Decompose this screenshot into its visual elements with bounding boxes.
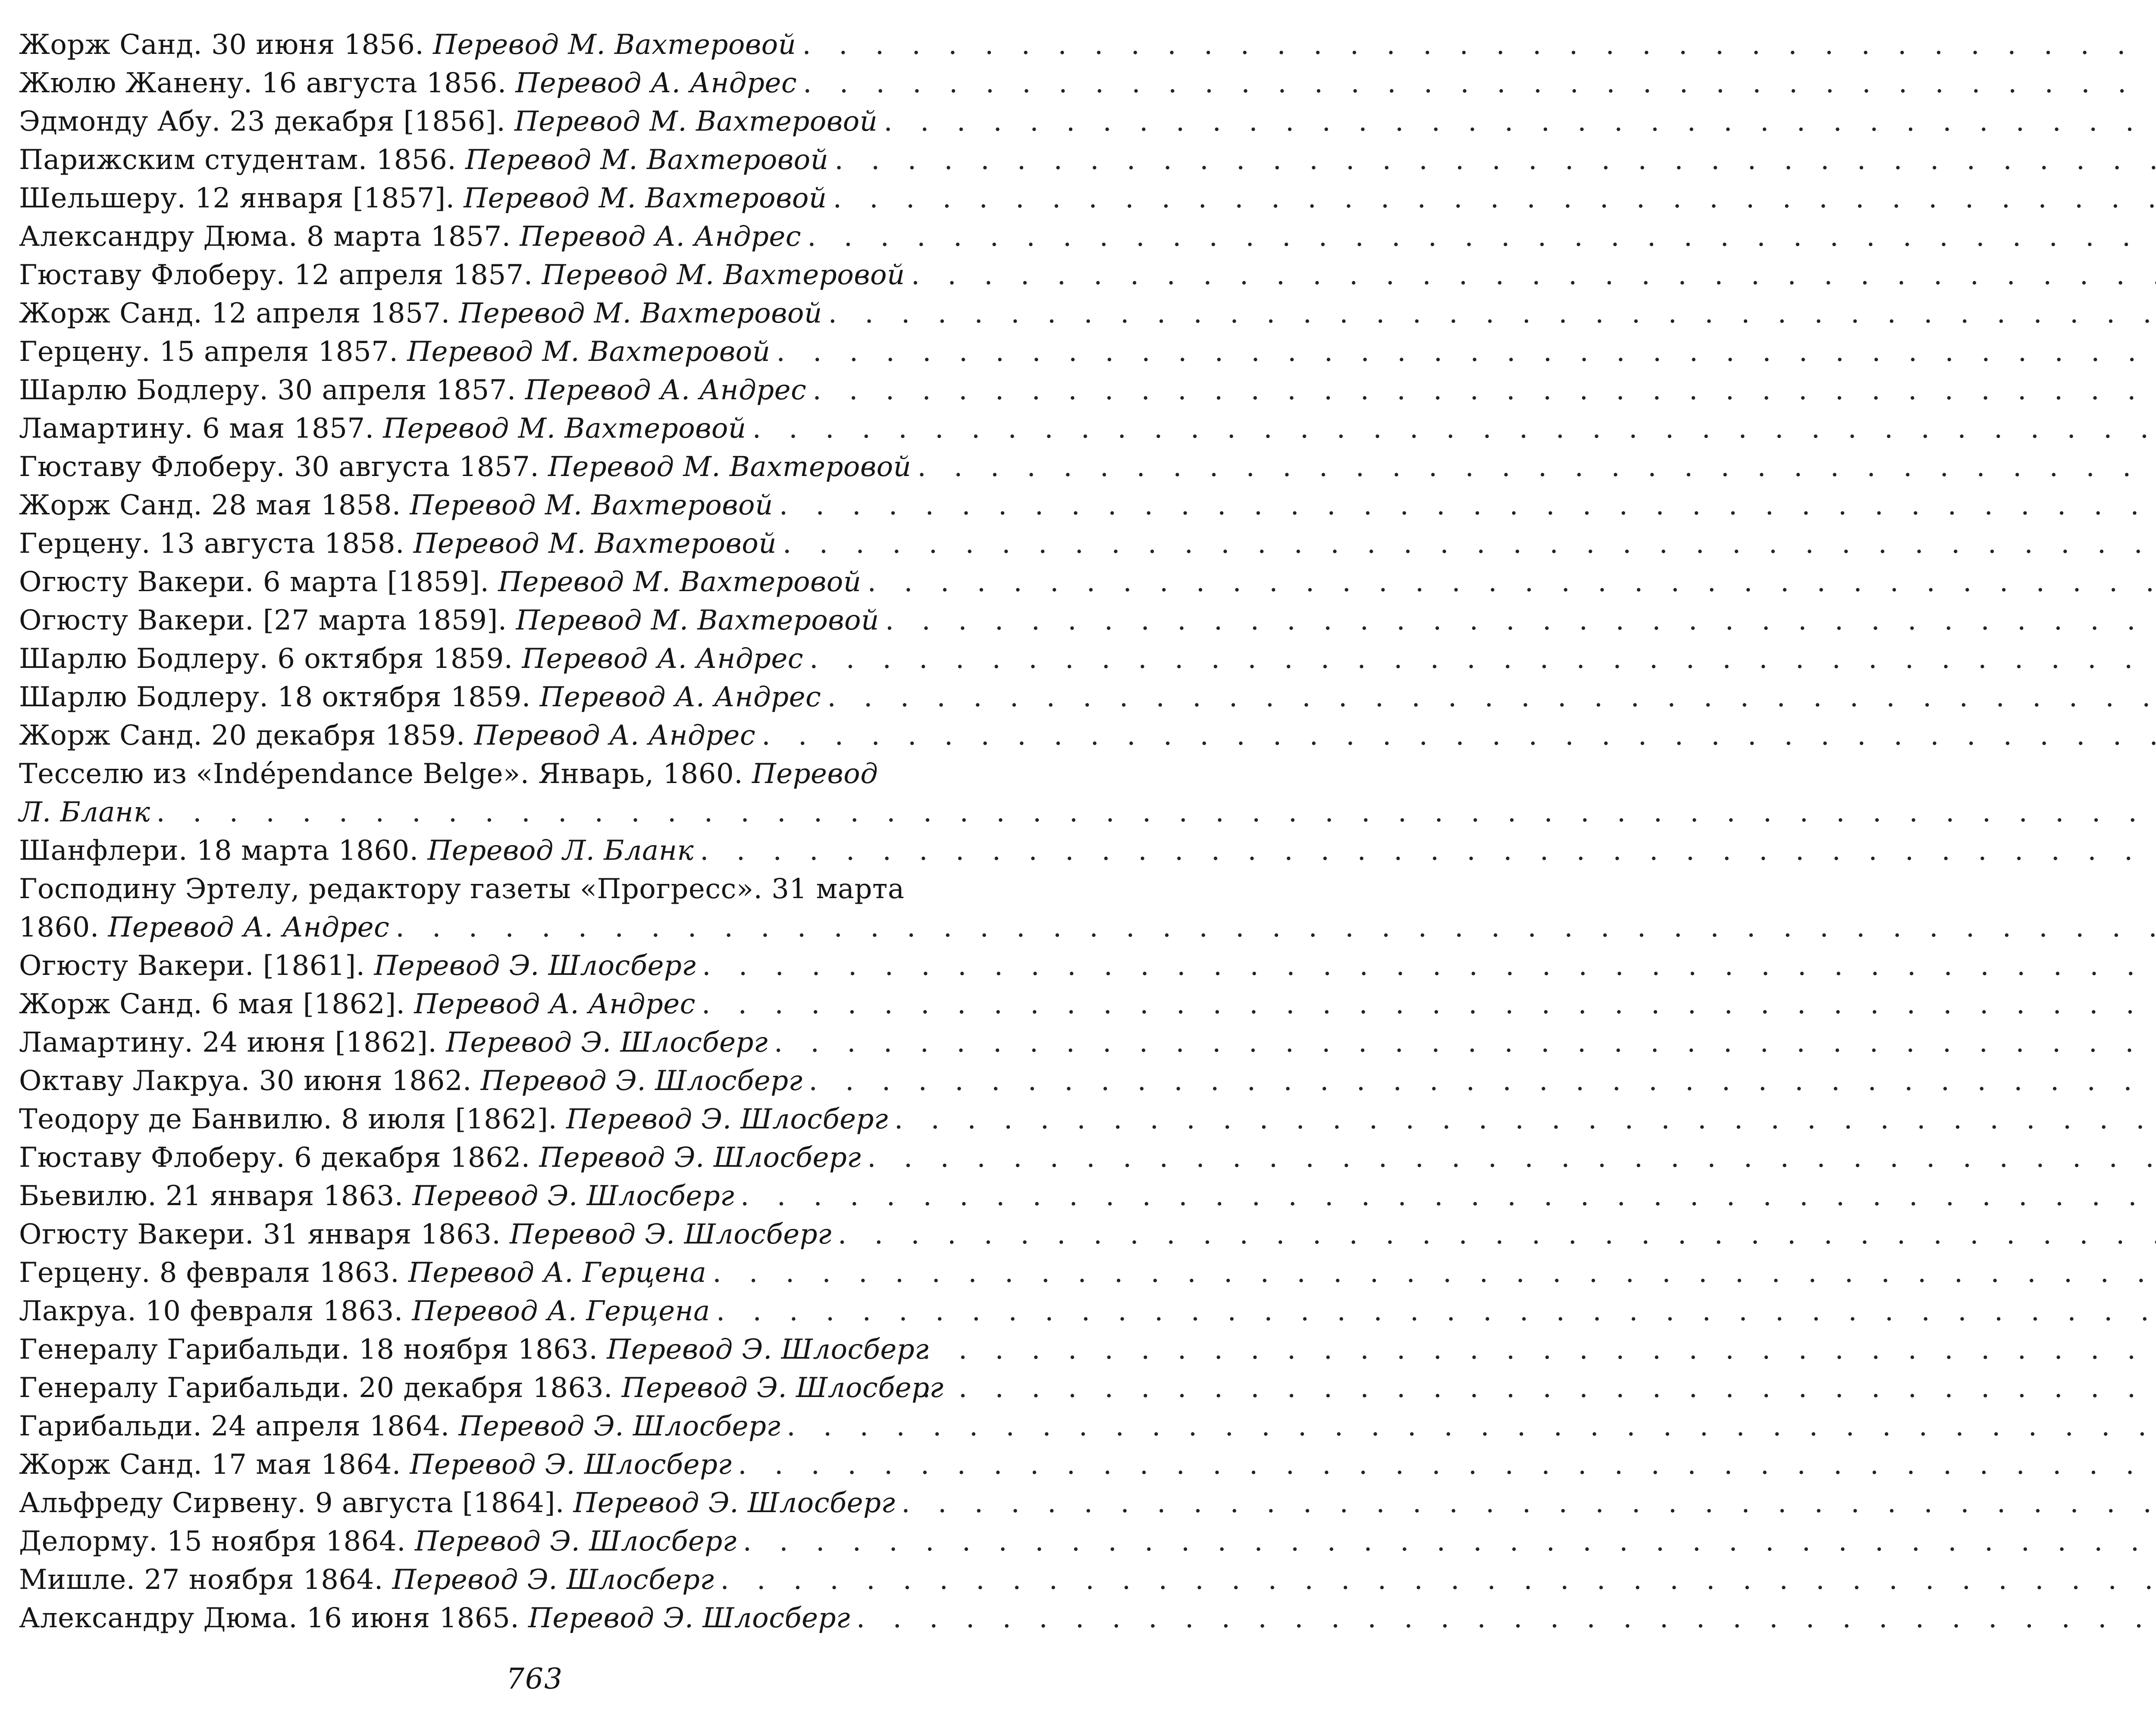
entry-translator: Перевод М. Вахтеровой <box>407 336 771 368</box>
leader-dots <box>833 179 2156 218</box>
toc-entry <box>19 678 1045 717</box>
leader-dots <box>901 1484 2156 1522</box>
toc-entry <box>19 1139 1045 1177</box>
entry-translator: Перевод Э. Шлосберг <box>412 1180 735 1212</box>
entry-translator: Перевод Э. Шлосберг <box>607 1334 929 1366</box>
leader-dots <box>761 717 2156 755</box>
entry-translator: Перевод М. Вахтеровой <box>548 451 912 483</box>
toc-entry <box>19 256 1045 294</box>
entry-addressee: Мишле. 27 ноября 1864. <box>19 1564 383 1596</box>
toc-entry <box>19 141 1045 179</box>
entry-translator: Перевод Э. Шлосберг <box>446 1027 768 1059</box>
leader-dots <box>868 563 2156 601</box>
leader-dots <box>807 218 2156 256</box>
toc-entry <box>19 218 1045 256</box>
leader-dots <box>712 1254 2156 1292</box>
entry-translator: Перевод М. Вахтеровой <box>516 605 879 636</box>
entry-translator: Перевод М. Вахтеровой <box>383 413 746 445</box>
entry-translator: Перевод Э. Шлосберг <box>539 1142 862 1174</box>
entry-translator: Перевод М. Вахтеровой <box>459 298 822 329</box>
leader-dots <box>743 1522 2156 1561</box>
toc-entry <box>19 563 1045 601</box>
entry-translator: Перевод М. Вахтеровой <box>464 182 827 214</box>
leader-dots <box>812 371 2156 410</box>
entry-translator: Перевод М. Вахтеровой <box>413 528 777 560</box>
leader-dots <box>911 256 2156 294</box>
leader-dots <box>803 64 2156 103</box>
document-page <box>0 0 1069 1726</box>
entry-translator: Перевод А. Герцена <box>408 1257 707 1289</box>
entry-addressee: Шанфлери. 18 марта 1860. <box>19 835 419 867</box>
entry-addressee: Октаву Лакруа. 30 июня 1862. <box>19 1065 472 1097</box>
entry-translator: Перевод М. Вахтеровой <box>498 566 862 598</box>
entry-translator: Перевод Э. Шлосберг <box>480 1065 803 1097</box>
leader-dots <box>809 640 2156 678</box>
entry-addressee: Эдмонду Абу. 23 декабря [1856]. <box>19 106 506 138</box>
entry-addressee: Теодору де Банвилю. 8 июля [1862]. <box>19 1103 558 1135</box>
entry-addressee: Огюсту Вакери. 31 января 1863. <box>19 1219 501 1250</box>
entry-translator: Перевод <box>752 758 878 790</box>
leader-dots <box>828 294 2156 333</box>
toc-entry <box>19 1024 1045 1062</box>
entry-addressee: Шарлю Бодлеру. 30 апреля 1857. <box>19 374 516 406</box>
toc-entry-wrapped <box>19 755 1045 832</box>
toc-entry <box>19 333 1045 371</box>
entry-translator: Перевод М. Вахтеровой <box>514 106 878 138</box>
entry-translator: Перевод А. Андрес <box>539 681 821 713</box>
entry-addressee: Александру Дюма. 16 июня 1865. <box>19 1602 520 1634</box>
toc-entry <box>19 1446 1045 1484</box>
toc-entry <box>19 1484 1045 1522</box>
toc-entry <box>19 601 1045 640</box>
toc-entry <box>19 1561 1045 1599</box>
entry-translator: Перевод Э. Шлосберг <box>621 1372 944 1404</box>
leader-dots <box>156 793 2156 832</box>
entry-addressee: Шарлю Бодлеру. 18 октября 1859. <box>19 681 531 713</box>
leader-dots <box>917 448 2156 486</box>
toc-entry-wrapped <box>19 870 1045 947</box>
leader-dots <box>922 1331 2156 1369</box>
leader-dots <box>884 103 2156 141</box>
entry-translator: Перевод А. Андрес <box>515 67 797 99</box>
leader-dots <box>867 1139 2156 1177</box>
toc-entry <box>19 410 1045 448</box>
leader-dots <box>779 486 2156 525</box>
entry-addressee: Генералу Гарибальди. 18 ноября 1863. <box>19 1334 598 1366</box>
entry-addressee: Герцену. 15 апреля 1857. <box>19 336 398 368</box>
leader-dots <box>700 832 2156 870</box>
toc-entry <box>19 294 1045 333</box>
entry-addressee: Ламартину. 6 мая 1857. <box>19 413 374 445</box>
toc-entry <box>19 371 1045 410</box>
toc-entry <box>19 64 1045 103</box>
toc-entry <box>19 1599 1045 1638</box>
entry-translator: Перевод М. Вахтеровой <box>433 29 796 61</box>
entry-addressee: Генералу Гарибальди. 20 декабря 1863. <box>19 1372 613 1404</box>
toc-entry <box>19 486 1045 525</box>
entry-addressee: 1860. <box>19 912 99 943</box>
leader-dots <box>752 410 2156 448</box>
toc-entry <box>19 525 1045 563</box>
entry-translator: Перевод М. Вахтеровой <box>410 489 773 521</box>
entry-addressee: Делорму. 15 ноября 1864. <box>19 1526 406 1557</box>
leader-dots <box>720 1561 2156 1599</box>
toc-entry <box>19 26 1045 64</box>
toc-entry <box>19 179 1045 218</box>
entry-translator: Перевод М. Вахтеровой <box>465 144 829 176</box>
entry-translator: Перевод А. Андрес <box>108 912 390 943</box>
entry-addressee: Парижским студентам. 1856. <box>19 144 457 176</box>
entry-translator: Перевод Э. Шлосберг <box>566 1103 888 1135</box>
entry-translator: Перевод М. Вахтеровой <box>542 259 905 291</box>
entry-translator: Перевод А. Андрес <box>522 643 804 675</box>
entry-addressee: Гюставу Флоберу. 30 августа 1857. <box>19 451 539 483</box>
leader-dots <box>894 1100 2156 1139</box>
leader-dots <box>856 1599 2156 1638</box>
entry-translator: Перевод Э. Шлосберг <box>374 950 696 982</box>
leader-dots <box>922 1369 2156 1407</box>
table-of-contents <box>19 26 1045 1638</box>
leader-dots <box>838 1215 2156 1254</box>
entry-addressee: Ламартину. 24 июня [1862]. <box>19 1027 437 1059</box>
toc-entry <box>19 1215 1045 1254</box>
entry-addressee: Жорж Санд. 20 декабря 1859. <box>19 720 465 752</box>
toc-entry <box>19 1292 1045 1331</box>
entry-translator: Перевод Л. Бланк <box>427 835 694 867</box>
entry-addressee: Гарибальди. 24 апреля 1864. <box>19 1410 450 1442</box>
entry-translator: Перевод А. Андрес <box>520 221 802 253</box>
entry-translator: Перевод А. Андрес <box>525 374 807 406</box>
leader-dots <box>738 1446 2156 1484</box>
entry-translator: Перевод А. Андрес <box>474 720 756 752</box>
leader-dots <box>702 947 2156 985</box>
leader-dots <box>774 1024 2156 1062</box>
entry-addressee: Господину Эртелу, редактору газеты «Прогресс». 31 марта <box>19 873 905 905</box>
toc-entry <box>19 1062 1045 1100</box>
entry-addressee: Лакруа. 10 февраля 1863. <box>19 1295 403 1327</box>
leader-dots <box>827 678 2156 717</box>
toc-entry <box>19 1522 1045 1561</box>
entry-translator: Перевод Э. Шлосберг <box>410 1449 732 1481</box>
entry-addressee: Альфреду Сирвену. 9 августа [1864]. <box>19 1487 564 1519</box>
entry-translator: Перевод Э. Шлосберг <box>528 1602 850 1634</box>
entry-addressee: Гюставу Флоберу. 6 декабря 1862. <box>19 1142 530 1174</box>
entry-addressee: Шельшеру. 12 января [1857]. <box>19 182 455 214</box>
toc-entry <box>19 832 1045 870</box>
entry-addressee: Тесселю из «Indépendance Belge». Январь, 1860. <box>19 758 743 790</box>
toc-entry <box>19 1254 1045 1292</box>
leader-dots <box>716 1292 2156 1331</box>
leader-dots <box>776 333 2156 371</box>
leader-dots <box>783 525 2156 563</box>
entry-translator: Перевод Э. Шлосберг <box>414 1526 737 1557</box>
leader-dots <box>787 1407 2156 1446</box>
entry-addressee: Герцену. 8 февраля 1863. <box>19 1257 400 1289</box>
entry-addressee: Бьевилю. 21 января 1863. <box>19 1180 404 1212</box>
leader-dots <box>885 601 2156 640</box>
entry-addressee: Александру Дюма. 8 марта 1857. <box>19 221 511 253</box>
page-folio-number: 763 <box>506 1662 563 1695</box>
toc-entry <box>19 448 1045 486</box>
entry-addressee: Герцену. 13 августа 1858. <box>19 528 404 560</box>
entry-addressee: Шарлю Бодлеру. 6 октября 1859. <box>19 643 513 675</box>
leader-dots <box>834 141 2156 179</box>
toc-entry <box>19 717 1045 755</box>
leader-dots <box>802 26 2156 64</box>
entry-addressee: Гюставу Флоберу. 12 апреля 1857. <box>19 259 533 291</box>
toc-entry <box>19 1100 1045 1139</box>
toc-entry <box>19 985 1045 1024</box>
toc-entry <box>19 947 1045 985</box>
leader-dots <box>395 908 2156 947</box>
entry-translator: Л. Бланк <box>19 796 150 828</box>
entry-translator: Перевод Э. Шлосберг <box>573 1487 896 1519</box>
entry-translator: Перевод Э. Шлосберг <box>458 1410 781 1442</box>
entry-addressee: Жорж Санд. 17 мая 1864. <box>19 1449 401 1481</box>
entry-addressee: Огюсту Вакери. 6 марта [1859]. <box>19 566 489 598</box>
entry-translator: Перевод А. Герцена <box>412 1295 710 1327</box>
toc-entry <box>19 103 1045 141</box>
entry-translator: Перевод Э. Шлосберг <box>392 1564 714 1596</box>
leader-dots <box>740 1177 2156 1215</box>
entry-translator: Перевод А. Андрес <box>414 988 696 1020</box>
leader-dots <box>808 1062 2156 1100</box>
toc-entry <box>19 1177 1045 1215</box>
entry-addressee: Огюсту Вакери. [27 марта 1859]. <box>19 605 507 636</box>
toc-entry <box>19 1407 1045 1446</box>
entry-addressee: Жорж Санд. 6 мая [1862]. <box>19 988 405 1020</box>
entry-addressee: Жюлю Жанену. 16 августа 1856. <box>19 67 507 99</box>
entry-addressee: Жорж Санд. 30 июня 1856. <box>19 29 424 61</box>
entry-addressee: Жорж Санд. 28 мая 1858. <box>19 489 401 521</box>
entry-addressee: Жорж Санд. 12 апреля 1857. <box>19 298 450 329</box>
leader-dots <box>702 985 2156 1024</box>
entry-translator: Перевод Э. Шлосберг <box>510 1219 832 1250</box>
toc-entry <box>19 1369 1045 1407</box>
entry-addressee: Огюсту Вакери. [1861]. <box>19 950 365 982</box>
toc-entry <box>19 640 1045 678</box>
toc-entry <box>19 1331 1045 1369</box>
